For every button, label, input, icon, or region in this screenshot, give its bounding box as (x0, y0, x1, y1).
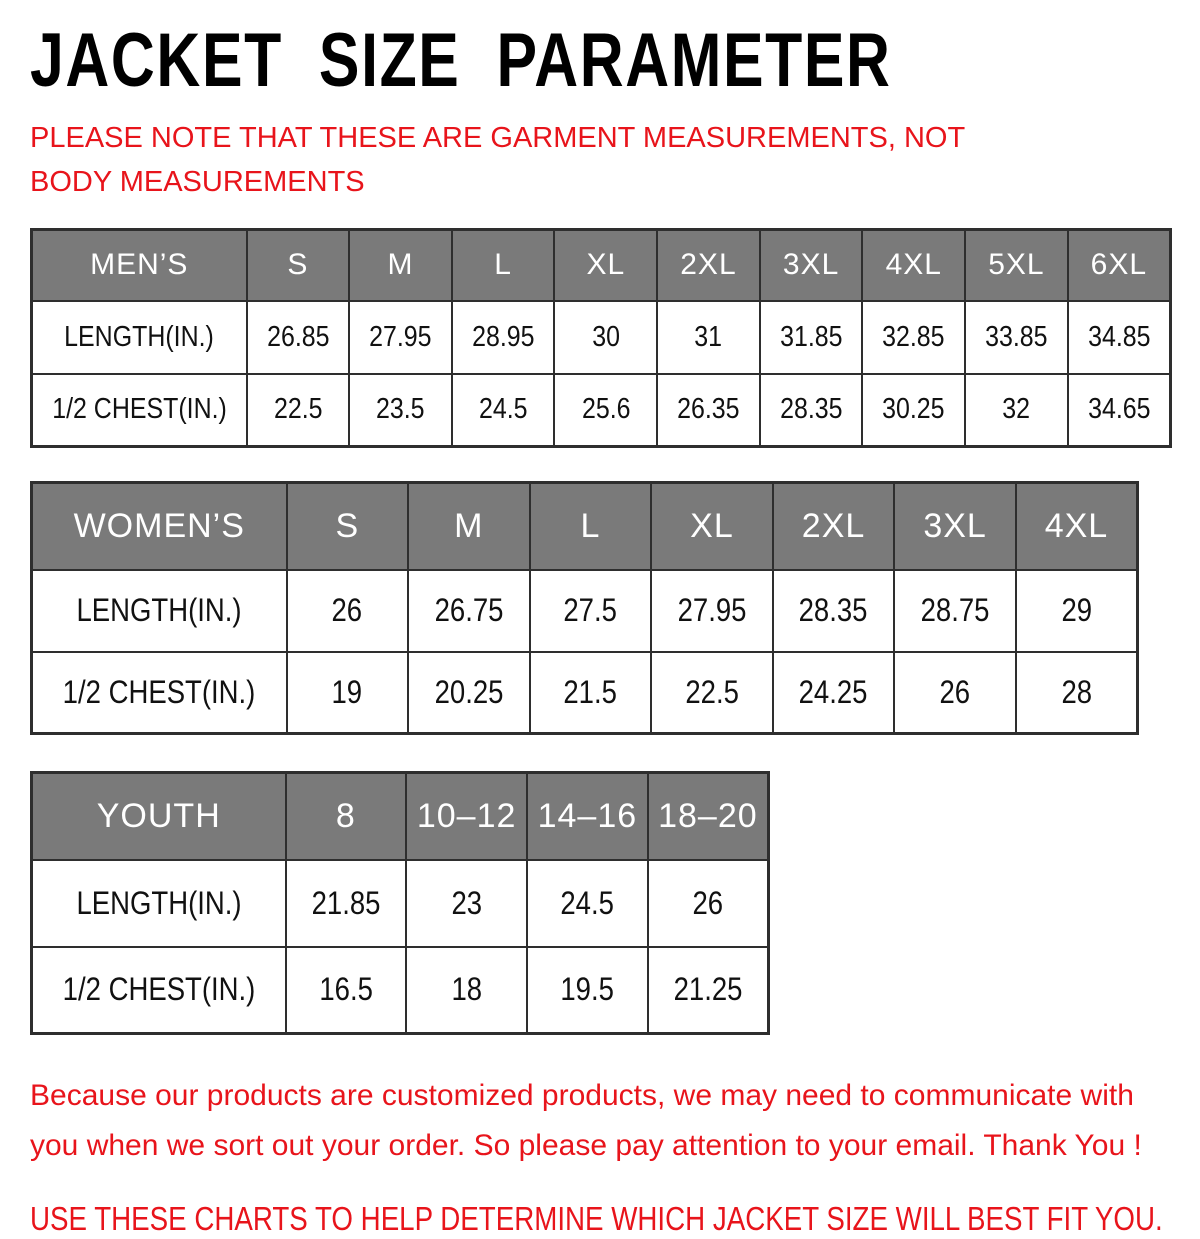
size-header-cell (349, 230, 452, 301)
garment-measurement-note: PLEASE NOTE THAT THESE ARE GARMENT MEASUREMENTS, NOT BODY MEASUREMENTS (30, 122, 965, 198)
youth-table-title: YOUTH (96, 796, 221, 835)
measurement-cell (894, 652, 1016, 734)
size-header-cell (408, 483, 530, 570)
measurement-cell (527, 860, 648, 947)
measurement-value: 22.5 (273, 393, 323, 426)
measurement-value: 19 (331, 673, 363, 710)
measurement-value: 28 (1061, 673, 1092, 710)
measurement-cell (452, 301, 555, 374)
measurement-value: 31 (694, 320, 723, 353)
size-header-cell (965, 230, 1068, 301)
row-label-cell (32, 947, 286, 1034)
womens-size-table (30, 481, 1139, 735)
measurement-cell (894, 570, 1016, 652)
size-header-cell (247, 230, 350, 301)
measurement-cell (760, 374, 863, 447)
measurement-cell (408, 652, 530, 734)
measurement-value: 21.5 (563, 673, 618, 710)
size-label: 4XL (1044, 506, 1109, 545)
size-label: 2XL (680, 248, 737, 282)
customization-notice: Because our products are customized products, we may need to communicate with you when we sort out your order. So please pay attention to your email. Thank You ! (30, 1079, 1142, 1162)
measurement-value: 23.5 (376, 393, 425, 426)
mens-length-row (32, 301, 1171, 374)
measurement-value: 24.25 (799, 673, 868, 710)
measurement-cell (349, 301, 452, 374)
size-header-cell (657, 230, 760, 301)
measurement-value: 28.35 (779, 393, 843, 426)
row-label: 1/2 CHEST(IN.) (51, 393, 227, 426)
size-header-cell (530, 483, 652, 570)
measurement-cell (287, 652, 409, 734)
measurement-cell (760, 301, 863, 374)
size-label: 6XL (1090, 248, 1148, 282)
measurement-cell (247, 301, 350, 374)
size-header-cell (1016, 483, 1138, 570)
measurement-value: 21.85 (311, 884, 381, 921)
measurement-cell (657, 301, 760, 374)
measurement-cell (530, 652, 652, 734)
measurement-value: 34.65 (1087, 393, 1151, 426)
size-label: 5XL (988, 248, 1045, 282)
measurement-cell (651, 652, 773, 734)
measurement-value: 20.25 (434, 673, 504, 710)
measurement-cell (406, 947, 527, 1034)
measurement-value: 32.85 (882, 320, 945, 353)
size-header-cell (648, 773, 769, 860)
measurement-value: 26 (331, 592, 363, 628)
size-label: 2XL (801, 506, 866, 545)
measurement-cell (1068, 374, 1171, 447)
youth-length-row (32, 860, 769, 947)
measurement-value: 26.85 (266, 320, 330, 353)
size-header-cell (527, 773, 648, 860)
mens-table-title: MEN’S (90, 248, 189, 282)
measurement-value: 26 (692, 884, 724, 921)
measurement-value: 28.95 (471, 320, 535, 353)
measurement-value: 24.5 (560, 884, 615, 921)
fit-advice-line (30, 1199, 1172, 1239)
size-label: S (287, 248, 309, 282)
measurement-cell (286, 947, 407, 1034)
row-label: LENGTH(IN.) (76, 884, 242, 921)
size-label: 18–20 (658, 796, 758, 835)
fit-advice-text: USE THESE CHARTS TO HELP DETERMINE WHICH JACKET SIZE WILL BEST FIT YOU. (30, 1200, 1163, 1237)
womens-header-row (32, 483, 1138, 570)
row-label-cell (32, 374, 247, 447)
measurement-cell (862, 301, 965, 374)
measurement-value: 31.85 (779, 320, 843, 353)
row-label-cell (32, 301, 247, 374)
row-label-cell (32, 652, 287, 734)
measurement-value: 28.75 (920, 592, 990, 628)
measurement-value: 25.6 (581, 393, 631, 426)
size-label: L (494, 248, 512, 282)
womens-chest-row (32, 652, 1138, 734)
row-label: LENGTH(IN.) (64, 320, 215, 353)
size-label: XL (586, 248, 626, 282)
mens-header-row (32, 230, 1171, 301)
row-label: 1/2 CHEST(IN.) (62, 971, 256, 1008)
measurement-value: 26.75 (434, 592, 504, 628)
mens-size-table (30, 228, 1172, 448)
size-header-cell (894, 483, 1016, 570)
size-label: 4XL (885, 248, 942, 282)
size-label: 3XL (782, 248, 840, 282)
measurement-value: 28.35 (799, 592, 868, 628)
size-label: M (454, 506, 484, 545)
measurement-value: 33.85 (985, 320, 1048, 353)
row-label: LENGTH(IN.) (76, 592, 242, 628)
measurement-cell (530, 570, 652, 652)
measurement-cell (965, 301, 1068, 374)
measurement-value: 27.95 (677, 592, 747, 628)
measurement-cell (648, 860, 769, 947)
measurement-cell (657, 374, 760, 447)
measurement-cell (773, 652, 895, 734)
measurement-value: 27.5 (563, 592, 618, 628)
measurement-cell (452, 374, 555, 447)
size-label: S (335, 506, 360, 545)
youth-table-title-cell (32, 773, 286, 860)
size-header-cell (760, 230, 863, 301)
measurement-value: 23 (451, 884, 482, 921)
measurement-cell (554, 301, 657, 374)
mens-table-title-cell (32, 230, 247, 301)
size-header-cell (773, 483, 895, 570)
size-header-cell (406, 773, 527, 860)
measurement-value: 18 (451, 971, 482, 1008)
measurement-value: 16.5 (319, 971, 373, 1008)
measurement-cell (648, 947, 769, 1034)
size-label: XL (690, 506, 734, 545)
measurement-value: 22.5 (685, 673, 739, 710)
row-label-cell (32, 860, 286, 947)
womens-table-title-cell (32, 483, 287, 570)
size-label: 14–16 (537, 796, 638, 835)
size-header-cell (452, 230, 555, 301)
youth-header-row (32, 773, 769, 860)
measurement-value: 30 (591, 320, 620, 353)
measurement-cell (287, 570, 409, 652)
measurement-cell (1068, 301, 1171, 374)
measurement-cell (1016, 570, 1138, 652)
measurement-cell (554, 374, 657, 447)
measurement-value: 21.25 (673, 971, 743, 1008)
youth-chest-row (32, 947, 769, 1034)
measurement-value: 29 (1061, 592, 1092, 628)
mens-chest-row (32, 374, 1171, 447)
page-title-text: JACKET SIZE PARAMETER (30, 18, 892, 103)
size-label: 8 (335, 796, 356, 835)
page-title (30, 20, 1172, 102)
measurement-cell (1016, 652, 1138, 734)
measurement-cell (408, 570, 530, 652)
measurement-value: 27.95 (369, 320, 432, 353)
measurement-value: 26 (939, 673, 971, 710)
size-header-cell (287, 483, 409, 570)
measurement-value: 32 (1002, 393, 1031, 426)
measurement-value: 26.35 (677, 393, 740, 426)
measurement-value: 19.5 (560, 971, 615, 1008)
measurement-cell (965, 374, 1068, 447)
measurement-cell (286, 860, 407, 947)
measurement-cell (862, 374, 965, 447)
size-label: 10–12 (416, 796, 517, 835)
youth-size-table (30, 771, 770, 1035)
measurement-cell (349, 374, 452, 447)
measurement-value: 30.25 (882, 393, 945, 426)
measurement-value: 24.5 (478, 393, 528, 426)
womens-length-row (32, 570, 1138, 652)
measurement-cell (406, 860, 527, 947)
measurement-cell (527, 947, 648, 1034)
measurement-cell (651, 570, 773, 652)
size-label: L (580, 506, 601, 545)
measurement-value: 34.85 (1087, 320, 1151, 353)
measurement-cell (247, 374, 350, 447)
size-label: 3XL (923, 506, 987, 545)
size-header-cell (862, 230, 965, 301)
size-header-cell (1068, 230, 1171, 301)
size-header-cell (554, 230, 657, 301)
row-label-cell (32, 570, 287, 652)
measurement-cell (773, 570, 895, 652)
size-label: M (387, 248, 414, 282)
size-header-cell (286, 773, 407, 860)
womens-table-title: WOMEN’S (73, 506, 245, 545)
size-header-cell (651, 483, 773, 570)
row-label: 1/2 CHEST(IN.) (62, 673, 256, 710)
